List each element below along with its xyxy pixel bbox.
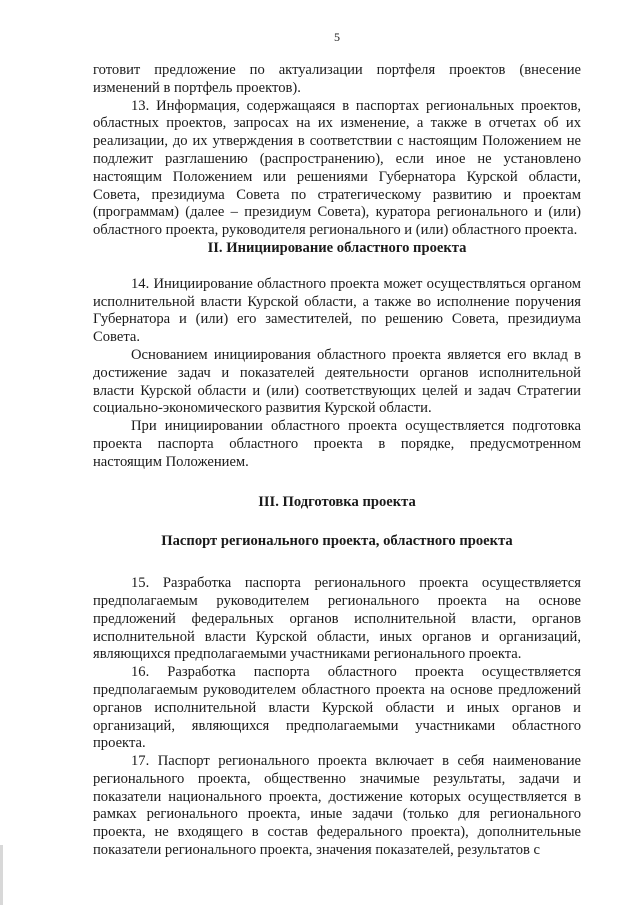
scan-edge-mark (0, 845, 3, 905)
paragraph-14-basis: Основанием инициирования областного проекта является его вклад в достижение задач и показателей деятельности органов исполнительной власти Курской области и (или) соответствующих целей и задач Стратегии социально-экономического развития Курской области. (93, 346, 581, 417)
document-page (93, 30, 581, 860)
paragraph-13: 13. Информация, содержащаяся в паспортах региональных проектов, областных проектов, запросах на их изменение, а также в отчетах об их реализации, до их утверждения в соответствии с настоящим Положением не подлежит разглашению (распространению), если иное не установлено настоящим Положением или решениями Губернатора Курской области, Совета, президиума Совета по стратегическому развитию и проектам (программам) (далее – президиум Совета), куратора регионального и (или) областного проекта, руководителя регионального и (или) областного проекта. (93, 97, 581, 239)
section-heading-3: III. Подготовка проекта (258, 493, 416, 510)
paragraph-14-preparation: При инициировании областного проекта осуществляется подготовка проекта паспорта областного проекта в порядке, предусмотренном настоящим Положением. (93, 418, 581, 470)
section-heading-2: II. Инициирование областного проекта (207, 239, 467, 256)
subsection-heading-passport: Паспорт регионального проекта, областного проекта (161, 533, 513, 550)
paragraph-16: 16. Разработка паспорта областного проекта осуществляется предполагаемым руководителем областного проекта на основе предложений органов исполнительной власти Курской области и иных органов и организаций, являющихся предполагаемыми участниками областного проекта. (93, 664, 581, 752)
paragraph-15: 15. Разработка паспорта регионального проекта осуществляется предполагаемым руководителем регионального проекта на основе предложений федеральных органов исполнительной власти, органов исполнительной власти Курской области, иных органов и организаций, являющихся предполагаемыми участниками регионального проекта. (93, 575, 581, 663)
paragraph-14: 14. Инициирование областного проекта может осуществляться органом исполнительной власти Курской области, а также во исполнение поручения Губернатора и (или) его заместителей, по решению Совета, президиума Совета. (93, 275, 581, 346)
page-number: 5 (334, 30, 340, 44)
paragraph-intro: готовит предложение по актуализации портфеля проектов (внесение изменений в портфель проектов). (93, 62, 581, 96)
paragraph-17: 17. Паспорт регионального проекта включает в себя наименование регионального проекта, общественно значимые результаты, задачи и показатели национального проекта, достижение которых осуществляется в рамках регионального проекта, иные задачи (только для регионального проекта, не входящего в состав федерального проекта), дополнительные показатели регионального проекта, значения показателей, результатов с (93, 753, 581, 859)
